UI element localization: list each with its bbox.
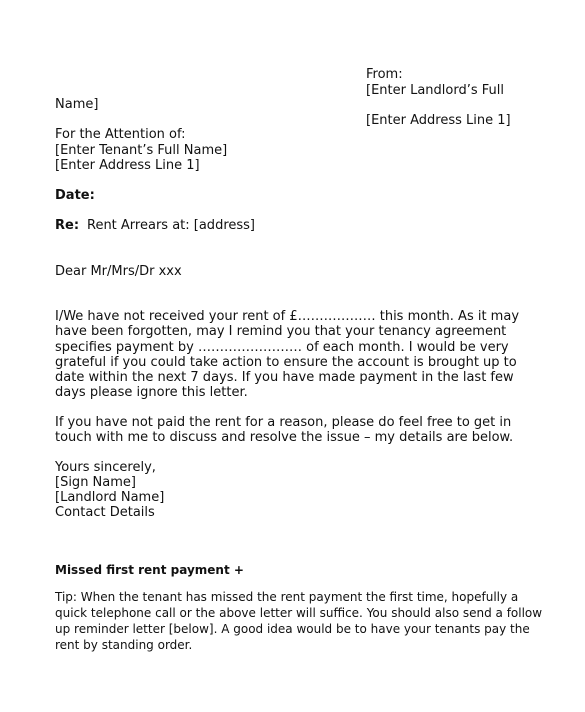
paragraph1-line: grateful if you could take action to ensure the account is brought up to bbox=[55, 355, 517, 370]
re-label: Re: bbox=[55, 218, 80, 233]
from-label: From: bbox=[366, 67, 403, 82]
landlord-address: [Enter Address Line 1] bbox=[366, 113, 511, 128]
salutation: Dear Mr/Mrs/Dr xxx bbox=[55, 264, 182, 279]
tenant-name: [Enter Tenant’s Full Name] bbox=[55, 143, 228, 158]
paragraph1-line: specifies payment by …………………… of each month. I would be very bbox=[55, 340, 509, 355]
landlord-name-line2: Name] bbox=[55, 97, 99, 112]
closing: Yours sincerely, bbox=[55, 460, 156, 475]
tip-line: quick telephone call or the above letter will suffice. You should also send a follow bbox=[55, 606, 543, 620]
paragraph1-line: I/We have not received your rent of £……………… this month. As it may bbox=[55, 309, 520, 324]
tenant-address: [Enter Address Line 1] bbox=[55, 158, 200, 173]
tip-line: rent by standing order. bbox=[55, 638, 193, 652]
date-label: Date: bbox=[55, 188, 95, 203]
attention-label: For the Attention of: bbox=[55, 127, 186, 142]
landlord-name: [Landlord Name] bbox=[55, 490, 165, 505]
tip-line: up reminder letter [below]. A good idea would be to have your tenants pay the bbox=[55, 622, 530, 636]
paragraph1-line: date within the next 7 days. If you have made payment in the last few bbox=[55, 370, 514, 385]
paragraph1-line: have been forgotten, may I remind you that your tenancy agreement bbox=[55, 324, 507, 339]
re-text: Rent Arrears at: [address] bbox=[87, 218, 255, 233]
sign-name: [Sign Name] bbox=[55, 475, 136, 490]
paragraph2-line: touch with me to discuss and resolve the issue – my details are below. bbox=[55, 430, 514, 445]
tip-heading[interactable]: Missed first rent payment + bbox=[55, 563, 244, 577]
landlord-name-line1: [Enter Landlord’s Full bbox=[366, 83, 504, 98]
tip-line: Tip: When the tenant has missed the rent payment the first time, hopefully a bbox=[55, 590, 519, 604]
paragraph1-line: days please ignore this letter. bbox=[55, 385, 248, 400]
paragraph2-line: If you have not paid the rent for a reason, please do feel free to get in bbox=[55, 415, 512, 430]
contact-details: Contact Details bbox=[55, 505, 155, 520]
